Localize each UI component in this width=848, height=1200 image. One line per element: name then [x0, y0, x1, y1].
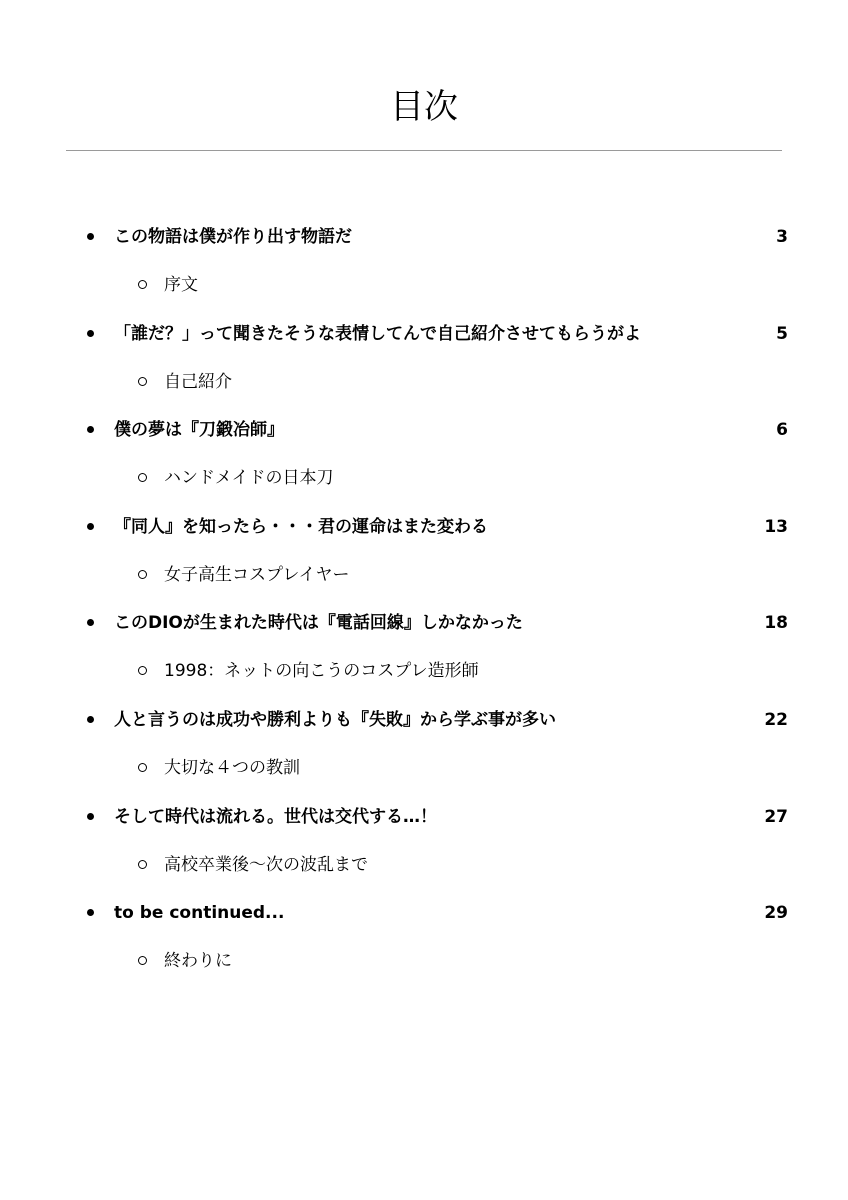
toc-section-title: 序文	[164, 275, 198, 295]
filled-bullet-icon	[87, 716, 94, 723]
toc-section-row[interactable]	[0, 465, 848, 491]
toc-section-title: 終わりに	[164, 951, 232, 972]
toc-entry	[0, 695, 848, 792]
page-title: 目次	[390, 86, 458, 127]
toc-chapter-row[interactable]	[0, 514, 848, 540]
hollow-bullet-icon	[138, 570, 147, 579]
toc-entry	[0, 502, 848, 599]
hollow-bullet-icon	[138, 473, 147, 482]
toc-section-row[interactable]	[0, 369, 848, 395]
hollow-bullet-icon	[138, 377, 147, 386]
toc-chapter-row[interactable]	[0, 707, 848, 733]
toc-page-number: 3	[776, 227, 788, 247]
hollow-bullet-icon	[138, 763, 147, 772]
toc-chapter-title: この物語は僕が作り出す物語だ	[114, 227, 352, 247]
filled-bullet-icon	[87, 426, 94, 433]
hollow-bullet-icon	[138, 666, 147, 675]
title-divider	[66, 150, 782, 151]
filled-bullet-icon	[87, 619, 94, 626]
toc-entry	[0, 792, 848, 889]
toc-page-number: 29	[764, 903, 788, 924]
toc-section-title: 自己紹介	[164, 371, 232, 392]
filled-bullet-icon	[87, 330, 94, 337]
toc-section-row[interactable]	[0, 658, 848, 684]
toc-chapter-title: 『同人』を知ったら・・・君の運命はまた変わる	[114, 516, 488, 537]
toc-section-row[interactable]	[0, 755, 848, 781]
toc-chapter-title: 「誰だ？」って聞きたそうな表情してんで自己紹介させてもらうがよ	[114, 323, 641, 344]
toc-section-title: 1998：ネットの向こうのコスプレ造形師	[164, 661, 479, 682]
toc-chapter-row[interactable]	[0, 610, 848, 636]
toc-entry	[0, 212, 848, 309]
toc-section-row[interactable]	[0, 948, 848, 974]
toc-chapter-title: そして時代は流れる。世代は交代する…！	[114, 806, 437, 827]
toc-section-row[interactable]	[0, 272, 848, 298]
hollow-bullet-icon	[138, 860, 147, 869]
toc-page-number: 18	[764, 613, 788, 634]
toc-chapter-row[interactable]	[0, 900, 848, 926]
toc-page-number: 22	[764, 709, 788, 730]
hollow-bullet-icon	[138, 956, 147, 965]
filled-bullet-icon	[87, 233, 94, 240]
hollow-bullet-icon	[138, 280, 147, 289]
filled-bullet-icon	[87, 813, 94, 820]
toc-entry	[0, 309, 848, 406]
toc-chapter-row[interactable]	[0, 804, 848, 830]
toc-page-number: 13	[764, 516, 788, 537]
toc-section-row[interactable]	[0, 562, 848, 588]
toc-section-title: 高校卒業後〜次の波乱まで	[164, 854, 368, 875]
toc-page-number: 27	[764, 806, 788, 827]
table-of-contents	[0, 212, 848, 985]
toc-chapter-row[interactable]	[0, 417, 848, 443]
toc-chapter-title: to be continued...	[114, 903, 285, 924]
toc-chapter-title: 僕の夢は『刀鍛冶師』	[114, 420, 284, 441]
toc-entry	[0, 405, 848, 502]
toc-chapter-row[interactable]	[0, 224, 848, 250]
toc-chapter-title: 人と言うのは成功や勝利よりも『失敗』から学ぶ事が多い	[114, 709, 556, 730]
toc-page-number: 6	[776, 420, 788, 441]
toc-section-title: ハンドメイドの日本刀	[164, 468, 334, 489]
toc-page-number: 5	[776, 323, 788, 344]
toc-chapter-row[interactable]	[0, 321, 848, 347]
filled-bullet-icon	[87, 909, 94, 916]
toc-section-title: 女子高生コスプレイヤー	[164, 564, 350, 585]
filled-bullet-icon	[87, 523, 94, 530]
toc-section-row[interactable]	[0, 852, 848, 878]
toc-chapter-title: このDIOが生まれた時代は『電話回線』しかなかった	[114, 613, 523, 634]
toc-entry	[0, 888, 848, 985]
toc-section-title: 大切な４つの教訓	[164, 757, 300, 778]
toc-entry	[0, 598, 848, 695]
